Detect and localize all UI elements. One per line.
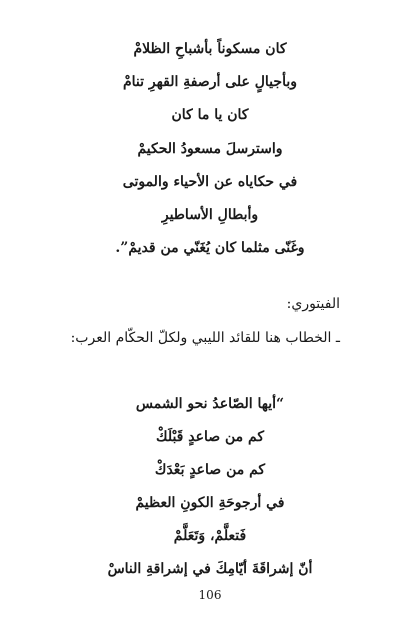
verse-line: أنّ إشراقَةَ أيّامِكَ في إشراقةِ الناسْ — [107, 561, 313, 577]
verse-line: في حكاياه عن الأحياء والموتى — [122, 174, 298, 190]
page-number: 106 — [198, 588, 222, 602]
verse-line: وأبطالِ الأساطيرِ — [161, 207, 259, 223]
address-note: ـ الخطاب هنا للقائد الليبي ولكلّ الحكّام العرب: — [70, 330, 340, 346]
verse-line: كم من صاعدٍ قَبْلَكْ — [156, 429, 264, 445]
speaker-label: الفيتوري: — [286, 296, 340, 312]
verse-line: وغَنّى مثلما كان يُغَنّي من قديمْ”. — [115, 240, 305, 256]
verse-line: كان مسكوناً بأشباحِ الظلامْ — [133, 41, 287, 57]
verse-line: فَتعلَّمْ، وَتَعَلَّمْ — [173, 528, 247, 544]
verse-line: في أرجوحَةِ الكونِ العظيمْ — [135, 495, 285, 511]
verse-line: كان يا ما كان — [171, 107, 249, 123]
verse-line: كم من صاعدٍ بَعْدَكْ — [154, 462, 266, 478]
verse-line: “أيها الصّاعدُ نحو الشمس — [135, 396, 285, 412]
verse-line: واسترسلَ مسعودُ الحكيمْ — [137, 141, 283, 157]
verse-line: وبأجيالٍ على أرصفةِ القهرِ تنامْ — [123, 74, 297, 90]
